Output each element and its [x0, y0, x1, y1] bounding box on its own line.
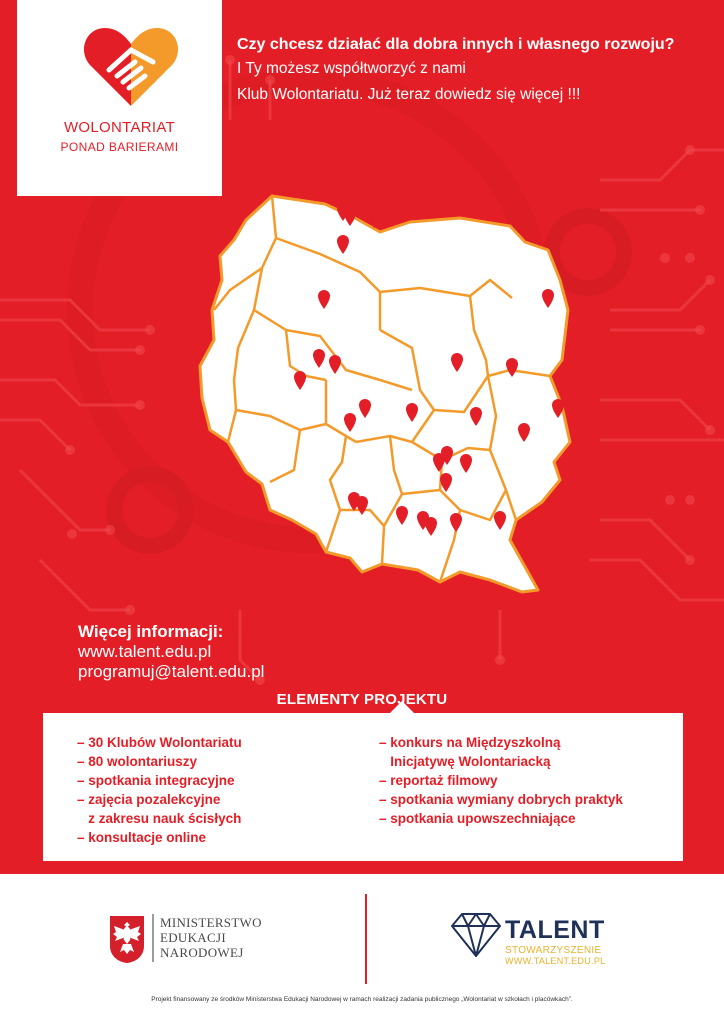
box-notch-decoration — [390, 701, 414, 713]
talent-subtitle: STOWARZYSZENIE — [505, 945, 602, 956]
elements-heading: ELEMENTY PROJEKTU — [276, 691, 448, 708]
list-item: – reportaż filmowy — [379, 773, 498, 788]
ministry-line-3: NARODOWEJ — [160, 945, 244, 960]
website-link[interactable]: www.talent.edu.pl — [78, 642, 212, 661]
elements-list-left — [77, 733, 357, 847]
logo-title: WOLONTARIAT — [63, 119, 176, 136]
footer — [0, 874, 724, 1024]
polish-eagle-emblem-icon — [108, 914, 146, 964]
elements-list-right — [379, 733, 679, 828]
list-item: – 30 Klubów Wolontariatu — [77, 735, 242, 750]
poland-map — [150, 180, 590, 620]
list-item: – 80 wolontariuszy — [77, 754, 198, 769]
list-item: – spotkania upowszechniające — [379, 811, 576, 826]
intro-text — [237, 34, 674, 108]
funding-note: Projekt finansowany ze środków Ministerstwa Edukacji Narodowej w ramach realizacji zadania publicznego „Wolontariat w szkołach i placówkach”. — [151, 996, 573, 1003]
intro-question: Czy chcesz działać dla dobra innych i własnego rozwoju? — [237, 36, 675, 53]
list-item: – konsultacje online — [77, 830, 207, 845]
project-elements-box — [43, 713, 683, 861]
contact-heading: Więcej informacji: — [78, 622, 224, 641]
location-pin-icon — [171, 260, 183, 279]
talent-name: TALENT — [505, 916, 605, 944]
list-item: – spotkania integracyjne — [77, 773, 235, 788]
list-item: – spotkania wymiany dobrych praktyk — [379, 792, 623, 807]
talent-url: WWW.TALENT.EDU.PL — [505, 956, 606, 966]
intro-line-3: Klub Wolontariatu. Już teraz dowiedz się więcej !!! — [237, 86, 581, 103]
list-item: – konkurs na Międzyszkolną — [379, 735, 561, 750]
ministry-line-2: EDUKACJI — [160, 930, 226, 945]
location-pin-icon — [189, 430, 201, 449]
handshake-heart-icon — [83, 22, 179, 108]
poland-outline — [200, 196, 570, 592]
email-link[interactable]: programuj@talent.edu.pl — [78, 662, 265, 681]
diamond-icon — [448, 910, 504, 958]
logo-subtitle: PONAD BARIERAMI — [60, 140, 179, 154]
ministry-separator — [152, 914, 154, 962]
location-pin-icon — [196, 320, 208, 339]
list-item: – zajęcia pozalekcyjne — [77, 792, 221, 807]
logo-box — [17, 0, 222, 196]
footer-divider — [365, 894, 367, 984]
ministry-line-1: MINISTERSTWO — [160, 915, 262, 930]
ministry-name — [160, 915, 262, 960]
list-item: z zakresu nauk ścisłych — [77, 811, 242, 826]
list-item: Inicjatywę Wolontariacką — [379, 754, 551, 769]
contact-info — [78, 622, 264, 682]
intro-line-2: I Ty możesz współtworzyć z nami — [237, 60, 466, 77]
